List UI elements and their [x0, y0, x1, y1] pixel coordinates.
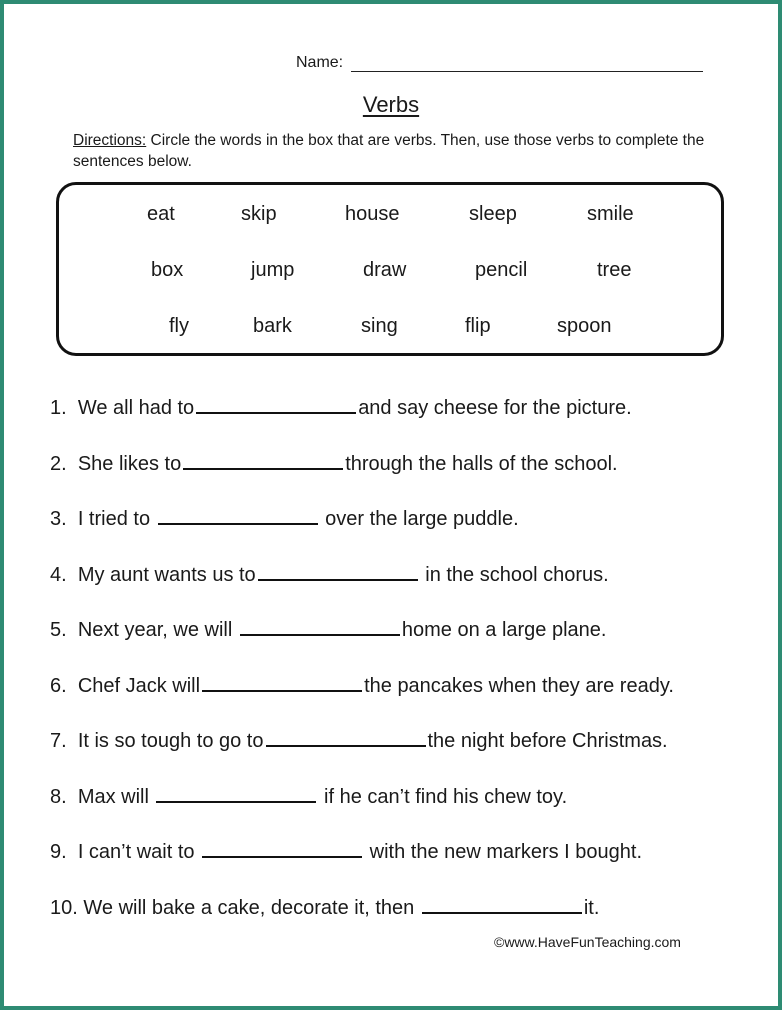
- answer-blank[interactable]: [156, 781, 316, 803]
- sentence-before: It is so tough to go to: [77, 730, 264, 752]
- sentence-item: [50, 614, 606, 643]
- sentence-before: She likes to: [77, 453, 182, 475]
- name-row: [296, 54, 703, 72]
- sentence-after: the night before Christmas.: [427, 730, 668, 752]
- sentence-after: through the halls of the school.: [345, 453, 618, 475]
- directions: [73, 130, 733, 172]
- word-bank-item[interactable]: eat: [147, 203, 175, 225]
- name-blank[interactable]: [351, 55, 703, 72]
- page-title: [4, 92, 778, 118]
- word-bank-item[interactable]: tree: [597, 259, 632, 281]
- item-number: 9.: [50, 841, 67, 863]
- sentence-before: We will bake a cake, decorate it, then: [83, 897, 420, 919]
- item-number: 7.: [50, 730, 67, 752]
- word-bank-item[interactable]: sing: [361, 315, 398, 337]
- sentence-before: I tried to: [77, 508, 156, 530]
- answer-blank[interactable]: [158, 503, 318, 525]
- sentence-after: it.: [583, 897, 600, 919]
- page-title-text: Verbs: [362, 92, 420, 117]
- answer-blank[interactable]: [196, 392, 356, 414]
- word-bank-item[interactable]: box: [151, 259, 184, 281]
- word-bank-item[interactable]: fly: [169, 315, 189, 337]
- word-bank-item[interactable]: jump: [251, 259, 295, 281]
- sentence-item: [50, 670, 674, 699]
- sentence-after: if he can’t find his chew toy.: [318, 786, 568, 808]
- item-number: 4.: [50, 564, 67, 586]
- answer-blank[interactable]: [202, 670, 362, 692]
- answer-blank[interactable]: [266, 725, 426, 747]
- sentence-item: [50, 559, 609, 588]
- name-label: Name:: [296, 54, 344, 71]
- word-bank-item[interactable]: house: [345, 203, 400, 225]
- answer-blank[interactable]: [183, 448, 343, 470]
- sentence-after: with the new markers I bought.: [364, 841, 643, 863]
- answer-blank[interactable]: [422, 892, 582, 914]
- word-bank-item[interactable]: skip: [241, 203, 277, 225]
- word-bank-item[interactable]: pencil: [475, 259, 528, 281]
- sentence-before: My aunt wants us to: [77, 564, 256, 586]
- sentence-item: [50, 781, 567, 810]
- directions-text: Circle the words in the box that are verbs. Then, use those verbs to complete the sentences below.: [73, 132, 705, 170]
- sentence-after: home on a large plane.: [401, 619, 607, 641]
- sentence-after: over the large puddle.: [319, 508, 519, 530]
- answer-blank[interactable]: [258, 559, 418, 581]
- sentence-item: [50, 392, 632, 421]
- sentence-before: Chef Jack will: [77, 675, 201, 697]
- word-box: [56, 182, 724, 356]
- sentence-after: the pancakes when they are ready.: [364, 675, 674, 697]
- sentence-before: We all had to: [77, 397, 195, 419]
- sentence-item: [50, 836, 642, 865]
- item-number: 5.: [50, 619, 67, 641]
- word-bank-item[interactable]: bark: [253, 315, 292, 337]
- sentence-item: [50, 725, 668, 754]
- item-number: 2.: [50, 453, 67, 475]
- sentence-item: [50, 503, 519, 532]
- word-bank-item[interactable]: flip: [465, 315, 491, 337]
- word-bank-item[interactable]: sleep: [469, 203, 517, 225]
- sentence-item: [50, 448, 618, 477]
- answer-blank[interactable]: [240, 614, 400, 636]
- item-number: 6.: [50, 675, 67, 697]
- sentence-before: Next year, we will: [77, 619, 238, 641]
- directions-label: Directions:: [73, 132, 147, 149]
- sentence-after: and say cheese for the picture.: [358, 397, 632, 419]
- item-number: 10.: [50, 897, 78, 919]
- item-number: 3.: [50, 508, 67, 530]
- item-number: 1.: [50, 397, 67, 419]
- item-number: 8.: [50, 786, 67, 808]
- word-bank-item[interactable]: spoon: [557, 315, 612, 337]
- sentence-before: I can’t wait to: [77, 841, 201, 863]
- answer-blank[interactable]: [202, 836, 362, 858]
- copyright-footer: ©www.HaveFunTeaching.com: [494, 934, 681, 950]
- word-bank-item[interactable]: smile: [587, 203, 634, 225]
- sentence-after: in the school chorus.: [419, 564, 609, 586]
- word-bank-item[interactable]: draw: [363, 259, 407, 281]
- sentence-item: [50, 892, 599, 921]
- sentence-before: Max will: [77, 786, 155, 808]
